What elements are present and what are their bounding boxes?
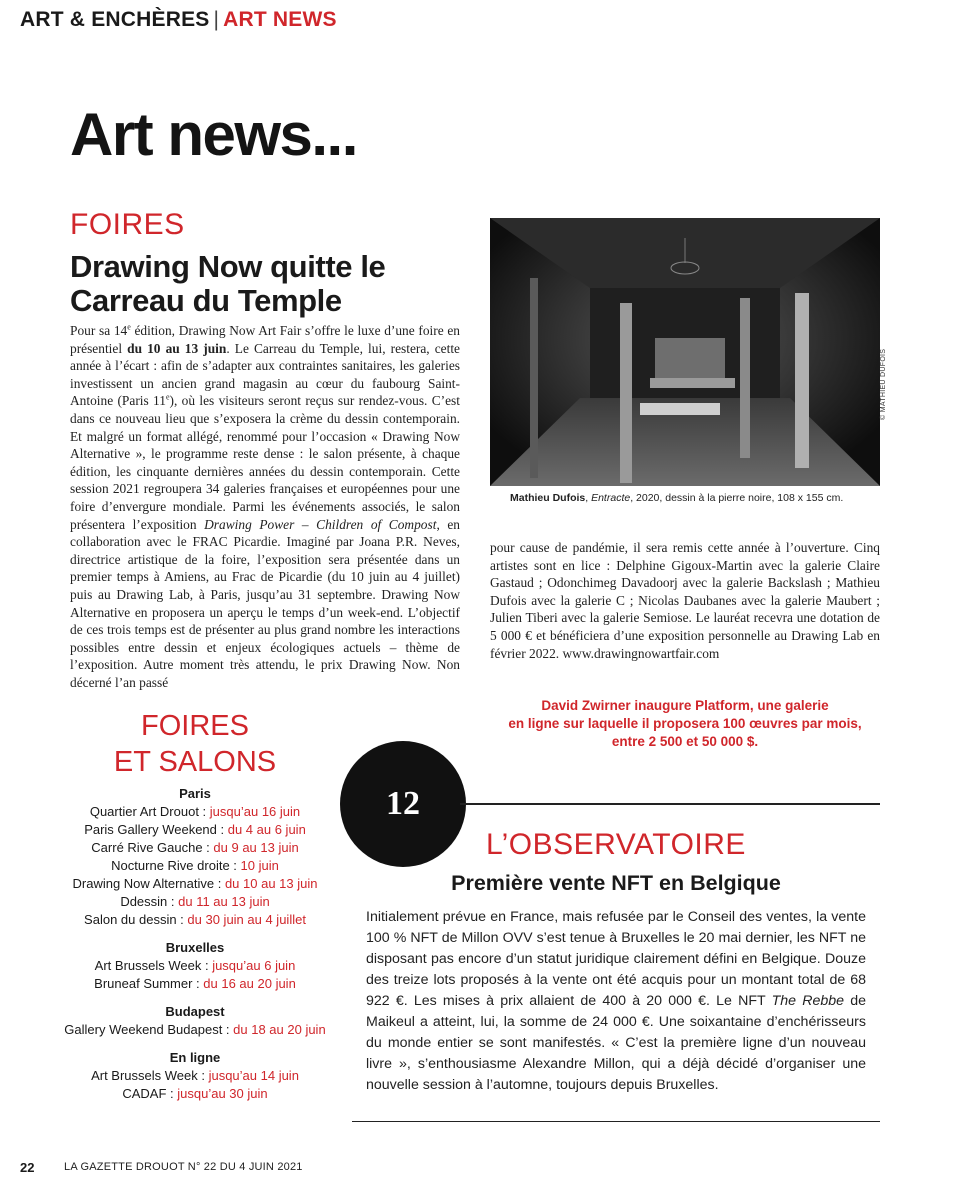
- page-title: Art news...: [70, 101, 357, 168]
- footer-issue: LA GAZETTE DROUOT N° 22 DU 4 JUIN 2021: [64, 1161, 303, 1173]
- event-date: du 30 juin au 4 juillet: [187, 912, 306, 927]
- event-name: Carré Rive Gauche :: [91, 840, 214, 855]
- italic-text: Drawing Power – Children of Compost: [204, 516, 437, 532]
- event-date: du 18 au 20 juin: [233, 1022, 326, 1037]
- observatoire-headline: Première vente NFT en Belgique: [451, 871, 781, 895]
- text-run: . Le Carreau du Temple, lui, restera, cette année à l’écart : afin de s’adapter aux contraintes sanitaires, les galeries investissent un ancien grand magasin au cœur du faubourg Saint-Antoine (Paris 11: [70, 340, 460, 409]
- interior-drawing-image: [490, 218, 880, 486]
- event-name: Art Brussels Week :: [91, 1068, 209, 1083]
- event-date: du 10 au 13 juin: [224, 876, 318, 891]
- event-name: Paris Gallery Weekend :: [84, 822, 228, 837]
- event-name: Salon du dessin :: [84, 912, 188, 927]
- caption-artist: Mathieu Dufois: [510, 492, 586, 504]
- text-run: édition, Drawing Now Art Fair s’offre le luxe d’une foire en présentiel: [70, 323, 460, 356]
- agenda-event: [60, 1085, 330, 1103]
- agenda-event: [60, 957, 330, 975]
- agenda-event: [60, 911, 330, 929]
- agenda-event: [60, 893, 330, 911]
- event-date: du 4 au 6 juin: [227, 822, 306, 837]
- caption-work-title: Entracte: [591, 492, 631, 504]
- bold-text: du 10 au 13 juin: [127, 340, 227, 356]
- event-name: Art Brussels Week :: [94, 958, 213, 973]
- event-date: jusqu’au 14 juin: [208, 1068, 299, 1083]
- agenda-city: En ligne: [169, 1050, 221, 1065]
- foires-kicker: FOIRES: [70, 208, 185, 241]
- agenda-event: [60, 1021, 330, 1039]
- text-run: , en collaboration avec le FRAC Picardie. Imaginé par Joana P.R. Neves, directrice artistique de la foire, l’exposition sera présentée dans un premier temps à Amiens, au Frac de Picardie (du 10 juin au 4 juillet) puis au Drawing Lab, à Paris, jusqu’au 31 septembre. Drawing Now Alternative en proposera un aperçu le temps d’un week-end. L’objectif de ces trois temps est de présenter au plus grand nombre les interactions possibles entre dessin et enjeux écologiques actuels – thème de l’exposition. Autre moment très attendu, le prix Drawing Now. Non décerné l’an passé: [70, 516, 460, 690]
- agenda-event: [60, 821, 330, 839]
- caption-details: , 2020, dessin à la pierre noire, 108 x 155 cm.: [630, 492, 844, 504]
- event-name: CADAF :: [122, 1086, 178, 1101]
- header-separator: |: [213, 8, 220, 31]
- event-date: 10 juin: [240, 858, 279, 873]
- event-name: Nocturne Rive droite :: [111, 858, 241, 873]
- event-date: du 16 au 20 juin: [203, 976, 296, 991]
- article-body-column-2: pour cause de pandémie, il sera remis cette année à l’ouverture. Cinq artistes sont en lice : Delphine Gigoux-Martin avec la galerie Claire Gastaud ; Odonchimeg Davadoorj avec la galerie Backslash ; Mathieu Dufois avec la galerie C ; Nicolas Daubanes avec la galerie Maubert ; Julien Tiberi avec la galerie Semiose. Le lauréat recevra une dotation de 5 000 € et bénéficiera d’une exposition personnelle au Drawing Lab en février 2022. www.drawingnowartfair.com: [490, 540, 880, 661]
- section-header: [20, 8, 337, 32]
- agenda-city: Budapest: [165, 1004, 225, 1019]
- agenda-title-line: ET SALONS: [113, 746, 277, 778]
- artwork-photo: [490, 218, 880, 486]
- text-run: Initialement prévue en France, mais refusée par le Conseil des ventes, la vente 100 % NFT de Millon OVV s’est tenue à Bruxelles le 20 mai dernier, les NFT ne disposant pas encore d’un statut juridique clairement défini en Belgique. Douze des treize lots proposés à la vente ont été acquis pour un montant total de 68 922 €. Les mises à prix allaient de 400 à 20 000 €. Le NFT: [366, 909, 866, 1009]
- event-date: jusqu’au 16 juin: [209, 804, 301, 819]
- event-name: Gallery Weekend Budapest :: [64, 1022, 234, 1037]
- event-date: jusqu’au 30 juin: [177, 1086, 268, 1101]
- agenda-event: [60, 803, 330, 821]
- agenda-event: [60, 875, 330, 893]
- superscript: e: [165, 392, 170, 402]
- agenda-city: Paris: [179, 786, 211, 801]
- agenda-event: [60, 975, 330, 993]
- caption-separator: ,: [585, 492, 592, 504]
- agenda-event: [60, 839, 330, 857]
- photo-caption: [510, 492, 880, 504]
- agenda-event: [60, 1067, 330, 1085]
- section-divider-bottom: [352, 1121, 880, 1122]
- subsection-label: ART NEWS: [223, 8, 337, 31]
- agenda-title: [70, 708, 320, 780]
- article-body-column-1: [70, 322, 460, 691]
- platform-quote: [490, 697, 880, 751]
- event-name: Bruneaf Summer :: [94, 976, 204, 991]
- quote-line: entre 2 500 et 50 000 $.: [611, 734, 759, 749]
- event-name: Drawing Now Alternative :: [72, 876, 225, 891]
- observatoire-kicker: L’OBSERVATOIRE: [486, 828, 746, 861]
- section-divider: [460, 803, 880, 805]
- event-date: du 11 au 13 juin: [178, 894, 270, 909]
- event-date: du 9 au 13 juin: [213, 840, 299, 855]
- text-run: de Maikeul a atteint, lui, la somme de 24 000 €. Une soixantaine d’enchérisseurs du monde entier se sont manifestés. « C’est la première ligne d’un nouveau livre », s’enthousiasme Alexandre Millon, qui a déjà décidé d’organiser une nouvelle session à l’automne, toujours depuis Bruxelles.: [366, 993, 866, 1093]
- article-headline: Drawing Now quitte le Carreau du Temple: [70, 249, 386, 318]
- italic-text: The Rebbe: [771, 993, 845, 1009]
- superscript: e: [127, 322, 131, 332]
- agenda-title-line: FOIRES: [141, 710, 249, 742]
- agenda-event: [60, 857, 330, 875]
- agenda-list: [60, 785, 330, 1103]
- text-run: ), où les visiteurs seront reçus sur rendez-vous. C’est dans ce nouveau lieu que s’exposera la crème du dessin contemporain. Et malgré un format allégé, renommé pour l’occasion « Drawing Now Alternative », le programme reste dense : le salon présente, à chaque édition, les cinquante dernières années du dessin contemporain. Cette session 2021 regroupera 34 galeries françaises et européennes pour une foire d’envergure mondiale. Parmi les événements associés, le salon présentera l’exposition: [70, 393, 460, 532]
- event-date: jusqu’au 6 juin: [212, 958, 296, 973]
- page-number: 22: [20, 1160, 35, 1175]
- observatoire-body: [366, 907, 866, 1096]
- agenda-city: Bruxelles: [165, 940, 225, 955]
- text-run: Pour sa 14: [70, 323, 128, 338]
- page-badge-number: 12: [340, 741, 466, 867]
- event-name: Quartier Art Drouot :: [89, 804, 210, 819]
- quote-line: en ligne sur laquelle il proposera 100 œuvres par mois,: [508, 716, 862, 731]
- event-name: Ddessin :: [120, 894, 179, 909]
- photo-credit: © MATHIEU DUFOIS: [880, 348, 887, 420]
- quote-line: David Zwirner inaugure Platform, une galerie: [541, 698, 829, 713]
- section-label: ART & ENCHÈRES: [20, 8, 210, 31]
